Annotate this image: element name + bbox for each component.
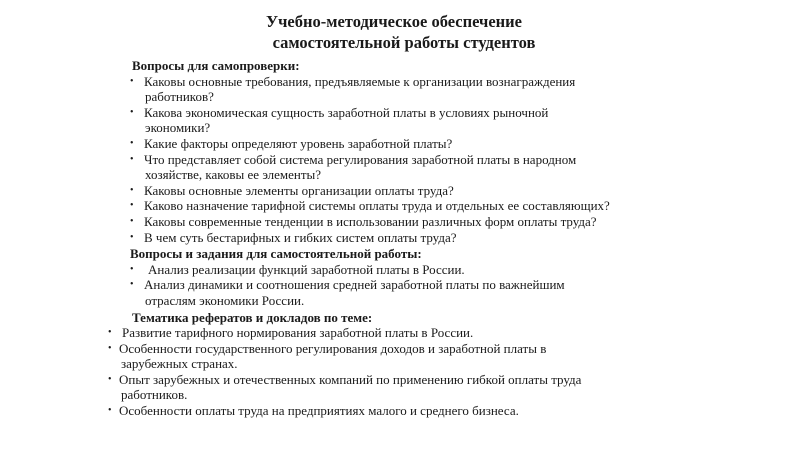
list-item bbox=[0, 262, 800, 278]
list-item-text: Особенности оплаты труда на предприятиях малого и среднего бизнеса. bbox=[119, 403, 519, 419]
list-item bbox=[0, 372, 800, 403]
list-item-text: Какова экономическая сущность заработной платы в условиях рыночной bbox=[144, 104, 549, 120]
topics-heading: Тематика рефератов и докладов по теме: bbox=[132, 309, 373, 325]
topics-section bbox=[0, 310, 800, 419]
list-item bbox=[0, 277, 800, 308]
list-item-text: Каково назначение тарифной системы оплаты труда и отдельных ее составляющих? bbox=[144, 198, 610, 214]
list-item-text-continued: зарубежных странах. bbox=[121, 356, 238, 372]
list-item-text: Особенности государственного регулирования доходов и заработной платы в bbox=[119, 340, 547, 356]
tasks-section bbox=[0, 246, 800, 308]
list-item-text: Что представляет собой система регулирования заработной платы в народном bbox=[144, 151, 577, 167]
self-check-list bbox=[0, 74, 800, 246]
self-check-heading: Вопросы для самопроверки: bbox=[132, 58, 300, 73]
bullet-icon: • bbox=[108, 405, 112, 417]
list-item bbox=[0, 105, 800, 136]
tasks-heading: Вопросы и задания для самостоятельной работы: bbox=[130, 246, 422, 262]
list-item-text: Анализ динамики и соотношения средней заработной платы по важнейшим bbox=[144, 277, 565, 293]
bullet-icon: • bbox=[130, 231, 134, 243]
list-item-text-continued: экономики? bbox=[145, 120, 211, 136]
list-item-text: Каковы современные тенденции в использовании различных форм оплаты труда? bbox=[144, 213, 597, 229]
list-item-text: Анализ реализации функций заработной платы в России. bbox=[148, 261, 465, 277]
bullet-icon: • bbox=[130, 279, 134, 291]
bullet-icon: • bbox=[108, 373, 112, 385]
self-check-section bbox=[0, 58, 800, 245]
bullet-icon: • bbox=[108, 327, 112, 339]
list-item-text: Каковы основные элементы организации оплаты труда? bbox=[144, 182, 454, 198]
tasks-list bbox=[0, 262, 800, 309]
list-item bbox=[0, 152, 800, 183]
list-item bbox=[0, 341, 800, 372]
slide-title-line-2: самостоятельной работы студентов bbox=[272, 33, 536, 52]
bullet-icon: • bbox=[130, 184, 134, 196]
bullet-icon: • bbox=[130, 75, 134, 87]
list-item bbox=[0, 183, 800, 199]
bullet-icon: • bbox=[130, 263, 134, 275]
list-item-text-continued: работников? bbox=[145, 89, 214, 105]
slide-content bbox=[0, 58, 800, 419]
list-item-text: Развитие тарифного нормирования заработной платы в России. bbox=[122, 325, 474, 341]
list-item-text-continued: работников. bbox=[121, 387, 188, 403]
list-item bbox=[0, 74, 800, 105]
bullet-icon: • bbox=[130, 153, 134, 165]
list-item-text-continued: отраслям экономики России. bbox=[145, 292, 305, 308]
slide-title-line-1: Учебно-методическое обеспечение bbox=[266, 12, 522, 31]
topics-list bbox=[0, 325, 800, 419]
list-item-text: В чем суть бестарифных и гибких систем оплаты труда? bbox=[144, 229, 457, 245]
bullet-icon: • bbox=[130, 106, 134, 118]
list-item bbox=[0, 136, 800, 152]
list-item bbox=[0, 230, 800, 246]
slide-title bbox=[0, 11, 800, 53]
list-item bbox=[0, 198, 800, 214]
bullet-icon: • bbox=[130, 200, 134, 212]
bullet-icon: • bbox=[130, 215, 134, 227]
list-item-text-continued: хозяйстве, каковы ее элементы? bbox=[145, 167, 322, 183]
list-item-text: Опыт зарубежных и отечественных компаний по применению гибкой оплаты труда bbox=[119, 371, 582, 387]
list-item bbox=[0, 403, 800, 419]
list-item-text: Каковы основные требования, предъявляемые к организации вознаграждения bbox=[144, 73, 576, 89]
bullet-icon: • bbox=[130, 137, 134, 149]
list-item-text: Какие факторы определяют уровень заработной платы? bbox=[144, 135, 453, 151]
list-item bbox=[0, 214, 800, 230]
list-item bbox=[0, 325, 800, 341]
bullet-icon: • bbox=[108, 342, 112, 354]
